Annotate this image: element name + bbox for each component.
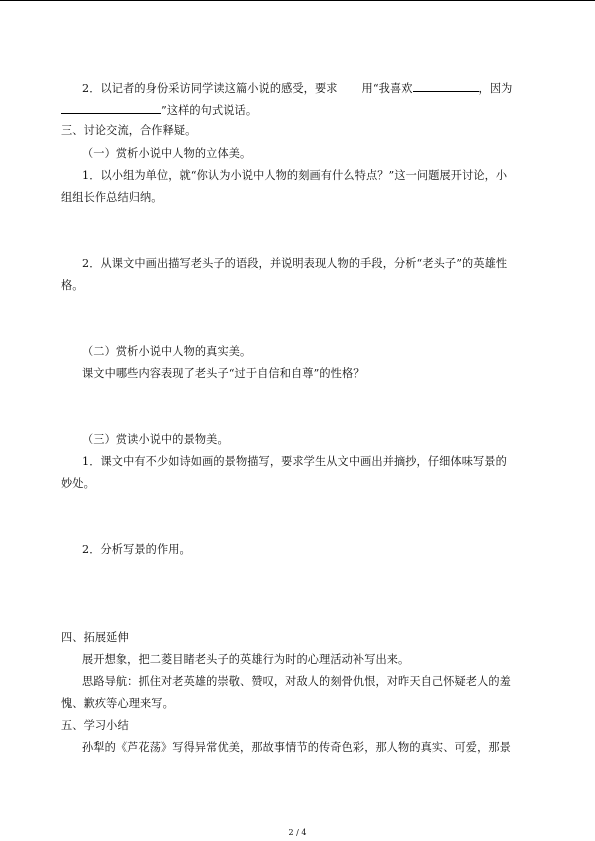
top-rule (0, 0, 595, 1)
section5-heading: 五、学习小结 (61, 719, 129, 732)
section3-part1-title: （一）赏析小说中人物的立体美。 (82, 147, 252, 160)
section3-part2-title: （二）赏析小说中人物的真实美。 (82, 345, 252, 358)
q2-line-2 (61, 102, 257, 118)
q2-text-c: ，因为 (478, 82, 513, 95)
section3-part1-item1-l1: 1．以小组为单位，就“你认为小说中人物的刻画有什么特点？”这一问题展开讨论，小 (82, 169, 508, 182)
q2-text-b: 用“我喜欢 (361, 82, 413, 95)
page-number: 2 / 4 (288, 828, 307, 837)
section3-part3-item2: 2．分析写景的作用。 (82, 543, 191, 556)
answer-blank-2[interactable] (61, 102, 161, 114)
section3-heading: 三、讨论交流，合作释疑。 (61, 124, 197, 137)
answer-blank-1[interactable] (413, 80, 479, 92)
q2-text-d: ”这样的句式说话。 (161, 104, 258, 117)
section3-part3-title: （三）赏读小说中的景物美。 (82, 433, 229, 446)
section3-part3-item1-l2: 妙处。 (61, 477, 95, 490)
section4-heading: 四、拓展延伸 (61, 631, 129, 644)
section3-part1-item2-l1: 2．从课文中画出描写老头子的语段，并说明表现人物的手段，分析“老头子”的英雄性 (82, 257, 508, 270)
section3-part1-item2-l2: 格。 (61, 279, 84, 292)
section4-guide-l1: 思路导航：抓住对老英雄的崇敬、赞叹，对敌人的刻骨仇恨，对昨天自己怀疑老人的羞 (82, 675, 511, 688)
section4-guide-l2: 愧、歉疚等心理来写。 (61, 697, 174, 710)
section3-part2-question: 课文中哪些内容表现了老头子“过于自信和自尊”的性格？ (82, 367, 365, 380)
section5-summary-l1: 孙犁的《芦花荡》写得异常优美，那故事情节的传奇色彩，那人物的真实、可爱，那景 (82, 741, 511, 754)
section3-part1-item1-l2: 组组长作总结归纳。 (61, 191, 163, 204)
section4-task: 展开想象，把二菱目睹老头子的英雄行为时的心理活动补写出来。 (82, 653, 410, 666)
q2-text-a: 2．以记者的身份采访同学读这篇小说的感受，要求 (82, 82, 338, 95)
section3-part3-item1-l1: 1．课文中有不少如诗如画的景物描写，要求学生从文中画出并摘抄，仔细体味写景的 (82, 455, 507, 468)
q2-line-1 (82, 80, 512, 96)
